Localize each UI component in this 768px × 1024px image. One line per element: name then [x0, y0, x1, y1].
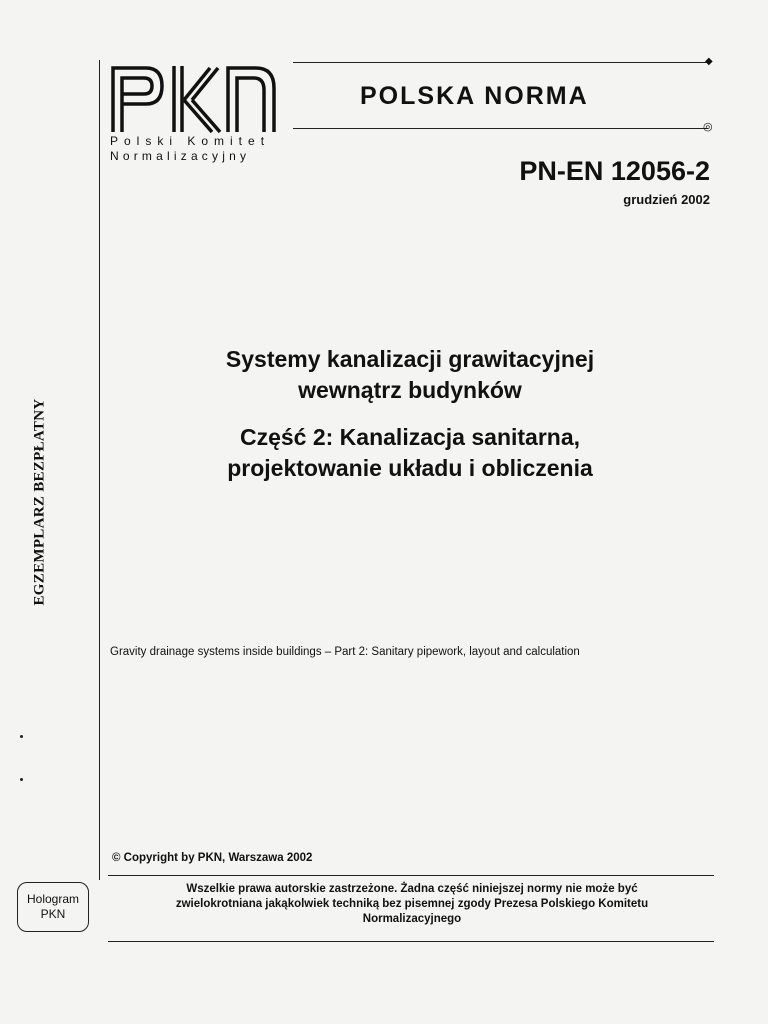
part-title-line-2: projektowanie układu i obliczenia: [227, 455, 593, 481]
free-copy-stamp: EGZEMPLARZ BEZPŁATNY: [31, 398, 48, 606]
notice-rule-bottom: [108, 941, 714, 942]
title-line-2: wewnątrz budynków: [298, 377, 522, 403]
notice-line-1: Wszelkie prawa autorskie zastrzeżone. Żadna część niniejszej normy nie może być: [186, 883, 638, 895]
notice-rule-top: [108, 875, 714, 876]
hologram-label: Hologram: [26, 892, 80, 906]
pkn-logo: [108, 62, 278, 134]
header-rule-top: [293, 62, 708, 63]
english-title: Gravity drainage systems inside buildings – Part 2: Sanitary pipework, layout and calculation: [110, 646, 580, 658]
copyright-line: © Copyright by PKN, Warszawa 2002: [112, 852, 313, 864]
notice-line-3: Normalizacyjnego: [362, 913, 462, 925]
rule-end-mark-icon: ◎: [703, 121, 713, 133]
standard-number: PN-EN 12056-2: [519, 156, 710, 186]
margin-dot: [20, 735, 23, 738]
hologram-org: PKN: [40, 907, 66, 921]
org-line-2: Normalizacyjny: [110, 149, 251, 163]
header-rule-bottom: [293, 128, 708, 129]
document-title: [100, 344, 720, 406]
notice-line-2: zwielokrotniana jakąkolwiek techniką bez pisemnej zgody Prezesa Polskiego Komitetu: [175, 898, 649, 910]
standard-series-title: POLSKA NORMA: [360, 82, 589, 110]
org-line-1: Polski Komitet: [110, 134, 271, 148]
part-title-line-1: Część 2: Kanalizacja sanitarna,: [239, 424, 581, 450]
margin-dot: [20, 778, 23, 781]
document-part-title: [100, 422, 720, 484]
publication-date: grudzień 2002: [623, 192, 710, 207]
rule-end-mark-icon: ◆: [705, 56, 713, 67]
hologram-box: [17, 882, 89, 932]
organization-name: [110, 134, 270, 164]
title-line-1: Systemy kanalizacji grawitacyjnej: [225, 346, 595, 372]
rights-notice: [112, 882, 712, 927]
